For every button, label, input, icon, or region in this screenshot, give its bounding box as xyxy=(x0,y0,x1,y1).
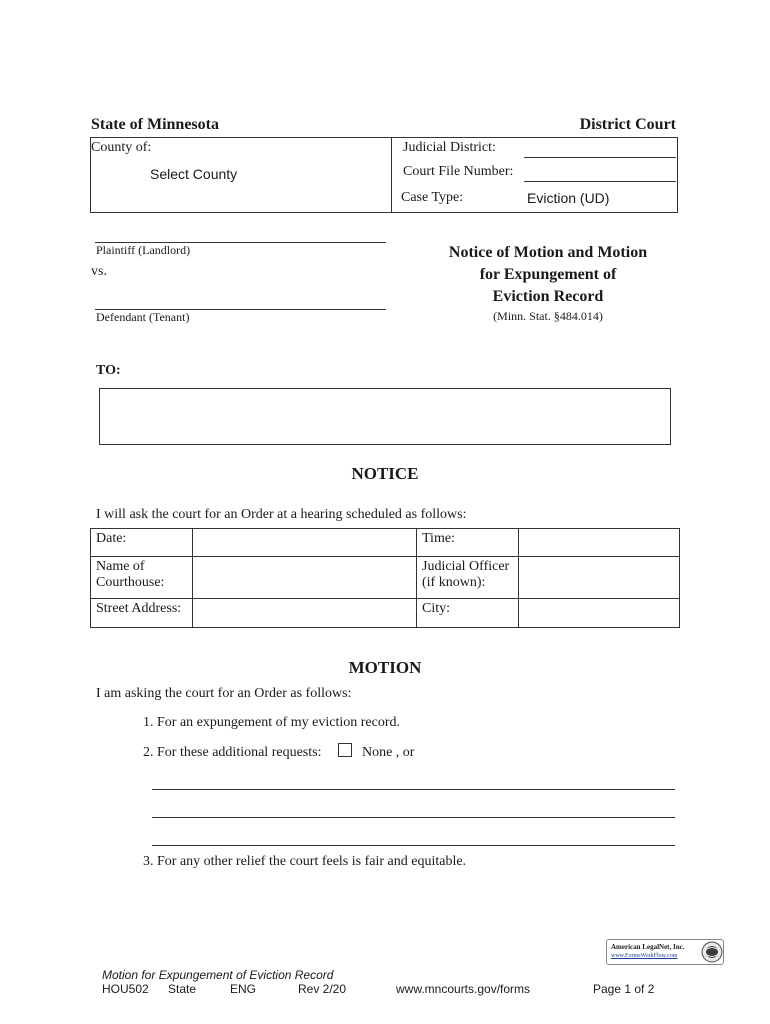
court-heading: District Court xyxy=(579,116,676,133)
to-label: TO: xyxy=(96,363,121,378)
courthouse-label xyxy=(91,557,193,599)
logo-name: American LegalNet, Inc. xyxy=(611,943,685,951)
notice-heading: NOTICE xyxy=(351,464,419,483)
footer-form-title: Motion for Expungement of Eviction Record xyxy=(102,968,334,982)
city-field[interactable] xyxy=(519,599,680,628)
officer-label-line1: Judicial Officer xyxy=(422,559,510,574)
motion-intro: I am asking the court for an Order as follows: xyxy=(96,686,352,701)
officer-label xyxy=(417,557,519,599)
additional-request-line-2[interactable] xyxy=(152,817,675,818)
motion-item-2-text: 2. For these additional requests: xyxy=(143,745,322,760)
plaintiff-label: Plaintiff (Landlord) xyxy=(96,243,191,257)
caption-divider xyxy=(391,137,392,213)
none-option-label: None , or xyxy=(361,745,415,760)
court-file-label: Court File Number: xyxy=(403,164,514,179)
footer-page-number: Page 1 of 2 xyxy=(593,982,655,996)
footer-website-link[interactable]: www.mncourts.gov/forms xyxy=(396,982,531,996)
city-label: City: xyxy=(417,599,519,628)
county-label: County of: xyxy=(91,140,152,155)
state-heading: State of Minnesota xyxy=(91,116,219,133)
vs-label: vs. xyxy=(91,264,107,279)
date-field[interactable] xyxy=(193,529,417,557)
hearing-table xyxy=(90,528,680,628)
officer-field[interactable] xyxy=(519,557,680,599)
courthouse-label-line2: Courthouse: xyxy=(96,575,165,590)
motion-item-3: 3. For any other relief the court feels is fair and equitable. xyxy=(143,854,467,869)
footer-language: ENG xyxy=(230,982,257,996)
time-field[interactable] xyxy=(519,529,680,557)
case-type-label: Case Type: xyxy=(401,190,464,205)
form-title-line1: Notice of Motion and Motion xyxy=(448,244,648,261)
footer-form-code: HOU502 xyxy=(102,982,149,996)
footer-revision: Rev 2/20 xyxy=(298,982,347,996)
footer-jurisdiction: State xyxy=(168,982,197,996)
notice-intro: I will ask the court for an Order at a hearing scheduled as follows: xyxy=(96,507,467,522)
globe-icon xyxy=(701,941,723,963)
courthouse-field[interactable] xyxy=(193,557,417,599)
additional-request-line-1[interactable] xyxy=(152,789,675,790)
court-file-field[interactable] xyxy=(524,181,676,182)
statute-citation: (Minn. Stat. §484.014) xyxy=(493,309,603,323)
form-title-line3: Eviction Record xyxy=(492,288,604,305)
motion-item-1: 1. For an expungement of my eviction record. xyxy=(143,715,400,730)
officer-label-line2: (if known): xyxy=(422,575,486,590)
county-select[interactable]: Select County xyxy=(150,166,238,182)
time-label: Time: xyxy=(417,529,519,557)
street-field[interactable] xyxy=(193,599,417,628)
motion-item-2 xyxy=(143,743,414,761)
defendant-label: Defendant (Tenant) xyxy=(96,310,190,324)
motion-heading: MOTION xyxy=(348,658,422,677)
logo-url-link[interactable]: www.FormsWorkFlow.com xyxy=(611,953,678,959)
street-label: Street Address: xyxy=(91,599,193,628)
additional-request-line-3[interactable] xyxy=(152,845,675,846)
date-label: Date: xyxy=(91,529,193,557)
judicial-district-label: Judicial District: xyxy=(403,140,496,155)
judicial-district-field[interactable] xyxy=(524,157,676,158)
to-input-box[interactable] xyxy=(99,388,671,445)
case-type-value: Eviction (UD) xyxy=(527,190,610,206)
courthouse-label-line1: Name of xyxy=(96,559,145,574)
form-title-line2: for Expungement of xyxy=(479,266,617,283)
none-checkbox[interactable] xyxy=(338,743,352,757)
